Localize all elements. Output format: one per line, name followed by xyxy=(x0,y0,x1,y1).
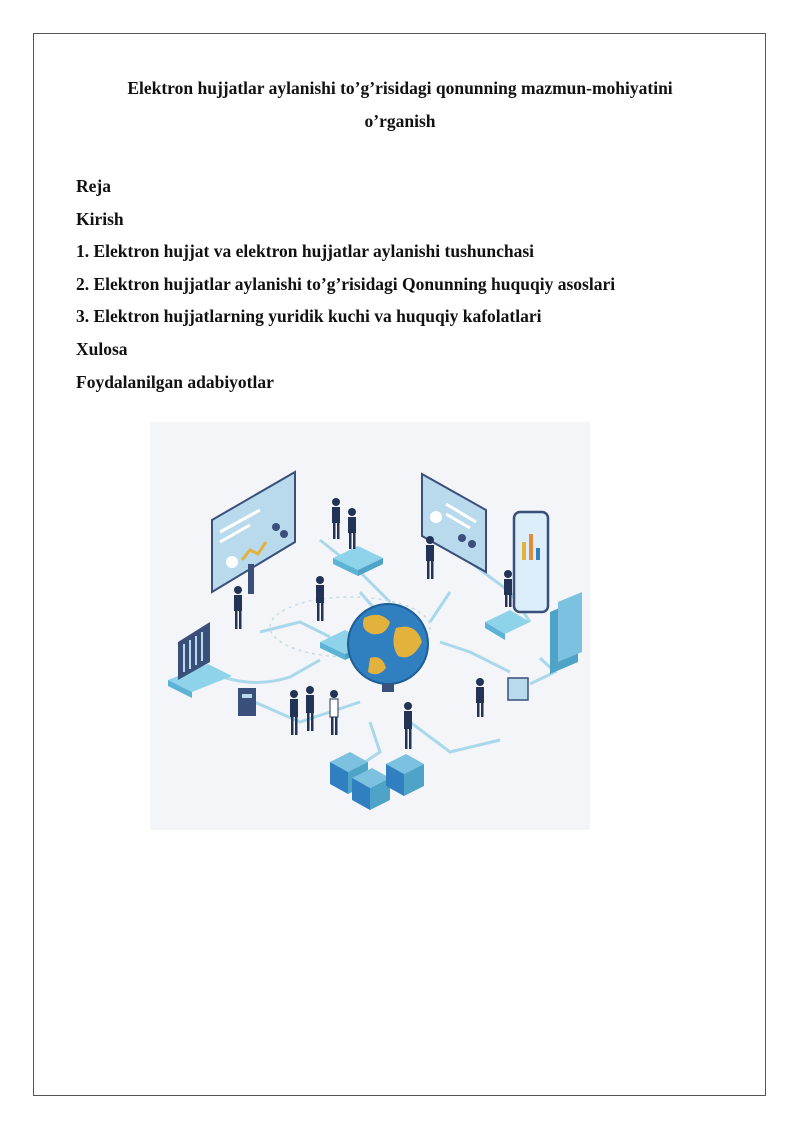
network-illustration xyxy=(150,422,590,830)
title-line-1: Elektron hujjatlar aylanishi to’g’risidagi qonunning mazmun-mohiyatini xyxy=(127,78,673,98)
plan-list xyxy=(76,170,615,398)
plan-item-introduction: Kirish xyxy=(76,208,124,229)
smartphone-device xyxy=(514,512,548,612)
plan-heading: Reja xyxy=(76,176,111,196)
left-dashboard-screen xyxy=(212,472,295,594)
server-stacks xyxy=(330,752,424,810)
plan-item-3: 3. Elektron hujjatlarning yuridik kuchi va huquqiy kafolatlari xyxy=(76,306,542,327)
plan-item-conclusion: Xulosa xyxy=(76,338,128,359)
document-title xyxy=(70,72,730,138)
plan-item-references: Foydalanilgan adabiyotlar xyxy=(76,371,274,392)
globe-icon xyxy=(348,604,428,692)
plan-item-1: 1. Elektron hujjat va elektron hujjatlar aylanishi tushunchasi xyxy=(76,241,534,262)
document-stack xyxy=(550,592,582,674)
plan-item-2: 2. Elektron hujjatlar aylanishi to’g’risidagi Qonunning huquqiy asoslari xyxy=(76,273,616,294)
network-illustration-svg xyxy=(150,422,590,830)
title-line-2: o’rganish xyxy=(364,111,436,131)
